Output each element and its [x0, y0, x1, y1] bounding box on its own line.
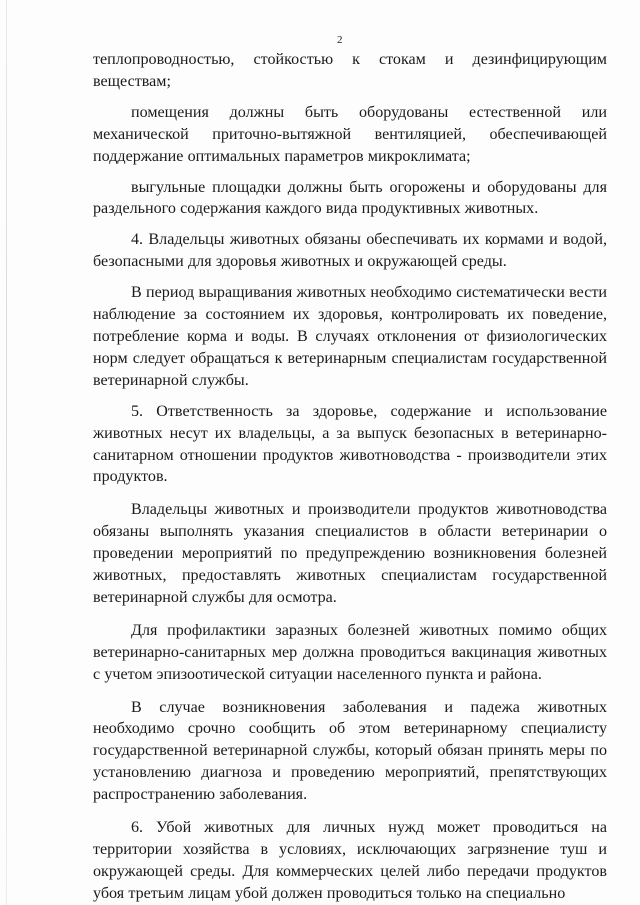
paragraph-disease-report: В случае возникновения заболевания и падежа животных необходимо срочно сообщить об этом ветеринарному специалисту государственной ветеринарной службы, который обязан принять меры по установлению диагноза и проведению мероприятий, препятствующих распространению заболевания. — [93, 698, 607, 804]
paragraph-item-6: 6. Убой животных для личных нужд может проводиться на территории хозяйства в условиях, исключающих загрязнение туш и окружающей среды. Для коммерческих целей либо передачи продуктов убоя третьим лицам убой должен проводиться только на специально — [93, 819, 607, 902]
paragraph-continuation: теплопроводностью, стойкостью к стокам и дезинфицирующим веществам; — [93, 51, 607, 90]
paragraph-walking-areas: выгульные площадки должны быть огорожены и оборудованы для раздельного содержания каждого вида продуктивных животных. — [93, 178, 607, 218]
page-number: 2 — [337, 34, 343, 46]
paragraph-ventilation: помещения должны быть оборудованы естественной или механической приточно-вытяжной вентиляцией, обеспечивающей поддержание оптимальных параметров микроклимата; — [93, 103, 607, 165]
paragraph-item-5: 5. Ответственность за здоровье, содержание и использование животных несут их владельцы, а за выпуск безопасных в ветеринарно-санитарном отношении продуктов животноводства - производители этих продуктов. — [93, 402, 607, 486]
paragraph-item-4: 4. Владельцы животных обязаны обеспечивать их кормами и водой, безопасными для здоровья животных и окружающей среды. — [93, 231, 607, 271]
paragraph-owner-duties: Владельцы животных и производители продуктов животноводства обязаны выполнять указания специалистов в области ветеринарии о проведении мероприятий по предупреждению возникновения болезней животных, предоставлять животных специалистам государственной ветеринарной службы для осмотра. — [93, 501, 607, 606]
scan-edge-line — [6, 0, 7, 905]
document-body — [93, 49, 607, 905]
paragraph-observation: В период выращивания животных необходимо систематически вести наблюдение за состоянием их здоровья, контролировать их поведение, потребление корма и воды. В случаях отклонения от физиологических норм следует обращаться к ветеринарным специалистам государственной ветеринарной службы. — [93, 284, 607, 389]
paragraph-vaccination: Для профилактики заразных болезней животных помимо общих ветеринарно-санитарных мер должна проводиться вакцинация животных с учетом эпизоотической ситуации населенного пункта и района. — [93, 621, 607, 683]
